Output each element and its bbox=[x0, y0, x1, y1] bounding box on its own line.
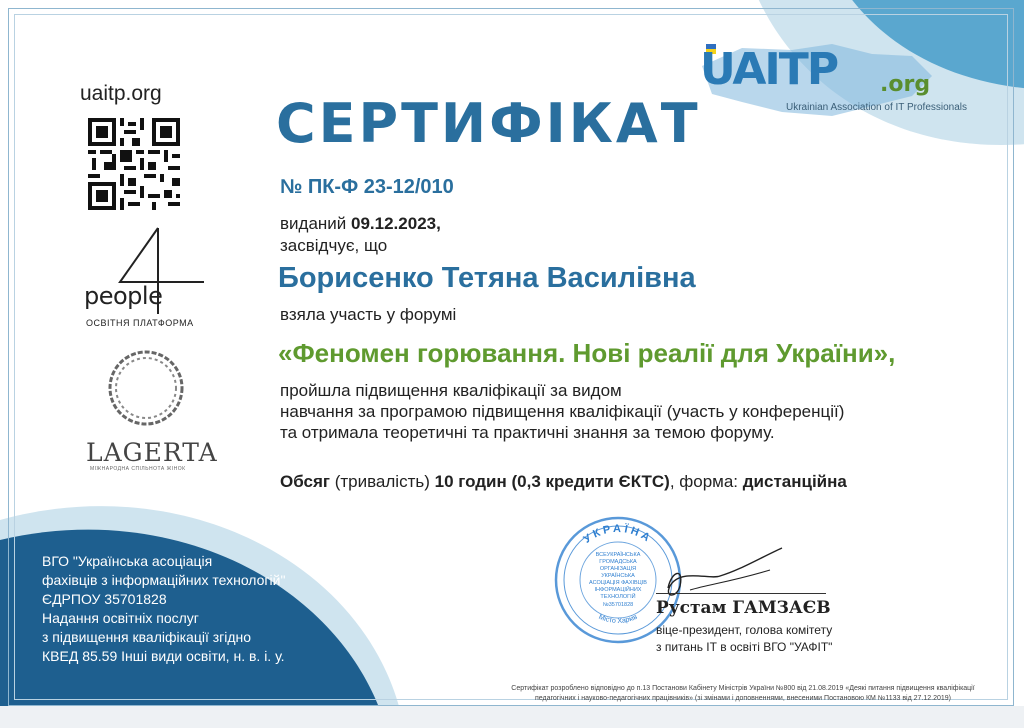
certificate-number: № ПК-Ф 23-12/010 bbox=[280, 176, 454, 198]
description-line: та отримала теоретичні та практичні знання за темою форуму. bbox=[280, 423, 775, 442]
description-line: пройшла підвищення кваліфікації за видом bbox=[280, 381, 622, 400]
stamp-line: ВСЕУКРАЇНСЬКА bbox=[595, 552, 641, 558]
qr-code-icon[interactable] bbox=[88, 118, 180, 210]
organization-line: Надання освітніх послуг bbox=[42, 610, 199, 626]
people-logo-subtitle: ОСВІТНЯ ПЛАТФОРМА bbox=[86, 318, 194, 328]
legal-footnote bbox=[478, 684, 1008, 704]
stamp-line: ІНФОРМАЦІЙНИХ bbox=[594, 587, 642, 593]
certifies-line: засвідчує, що bbox=[280, 236, 388, 255]
issued-line bbox=[280, 214, 441, 234]
description-line: навчання за програмою підвищення кваліфікації (участь у конференції) bbox=[280, 402, 845, 421]
people-logo-text: people bbox=[84, 282, 163, 310]
footnote-line: Сертифікат розроблено відповідно до п.13 Постанови Кабінету Міністрів України №800 від 21.08.2019 «Деякі питання підвищення кваліфікації bbox=[511, 685, 975, 692]
organization-line: ЄДРПОУ 35701828 bbox=[42, 591, 167, 607]
website-label[interactable]: uaitp.org bbox=[80, 82, 162, 105]
uaitp-logo-text: UAITP bbox=[700, 44, 838, 95]
volume-label: Обсяг bbox=[280, 472, 330, 491]
organization-line: КВЕД 85.59 Інші види освіти, н. в. і. у. bbox=[42, 648, 285, 664]
uaitp-logo-subtitle: Ukrainian Association of IT Professionals bbox=[786, 102, 968, 113]
signature-line bbox=[656, 593, 826, 594]
organization-line: ВГО "Українська асоціація bbox=[42, 553, 213, 569]
issued-date: 09.12.2023, bbox=[351, 214, 441, 233]
volume-line bbox=[280, 472, 847, 492]
certificate-title: СЕРТИФІКАТ bbox=[276, 92, 701, 155]
organization-line: фахівців з інформаційних технологій" bbox=[42, 572, 286, 588]
bottom-strip bbox=[0, 706, 1024, 728]
recipient-name: Борисенко Тетяна Василівна bbox=[278, 262, 696, 294]
organization-info bbox=[42, 552, 285, 666]
uaitp-logo-org: .org bbox=[880, 72, 931, 97]
lagerta-logo-text: LAGERTA bbox=[86, 438, 218, 467]
issued-prefix: виданий bbox=[280, 214, 352, 233]
lagerta-logo-subtitle: МІЖНАРОДНА СПІЛЬНОТА ЖІНОК bbox=[90, 466, 186, 472]
stamp-line: №35701828 bbox=[602, 602, 634, 608]
volume-hours: 10 годин (0,3 кредити ЄКТС) bbox=[434, 472, 670, 491]
footnote-line: педагогічних і науково-педагогічних працівників» (зі змінами і доповненнями, внесеними Постановою КМ №1133 від 27.12.2019) bbox=[534, 695, 952, 702]
forum-title: «Феномен горювання. Нові реалії для України», bbox=[278, 338, 896, 368]
signer-name: Рустам ГАМЗАЄВ bbox=[656, 598, 831, 618]
stamp-line: ТЕХНОЛОГІЙ bbox=[600, 594, 636, 600]
volume-duration: (тривалість) bbox=[329, 472, 435, 491]
organization-line: з підвищення кваліфікації згідно bbox=[42, 629, 252, 645]
stamp-line: УКРАЇНСЬКА bbox=[601, 573, 635, 579]
stamp-line: АСОЦІАЦІЯ ФАХІВЦІВ bbox=[589, 580, 647, 586]
svg-text:Місто Харків bbox=[598, 614, 639, 625]
stamp-line: ОРГАНІЗАЦІЯ bbox=[599, 566, 637, 572]
description-block bbox=[280, 380, 844, 443]
volume-form-value: дистанційна bbox=[742, 472, 847, 491]
signer-role-line: віце-президент, голова комітету bbox=[656, 623, 833, 637]
signer-role-line: з питань ІТ в освіті ВГО "УАФІТ" bbox=[656, 640, 833, 654]
participated-line: взяла участь у форумі bbox=[280, 305, 457, 324]
volume-form: , форма: bbox=[669, 472, 743, 491]
signer-role bbox=[656, 622, 832, 656]
stamp-city: Місто Харків bbox=[597, 613, 639, 625]
stamp-line: ГРОМАДСЬКА bbox=[599, 559, 637, 565]
stamp-ring-text: УКРАЇНА bbox=[581, 522, 655, 546]
laurel-wreath-icon bbox=[104, 346, 188, 430]
